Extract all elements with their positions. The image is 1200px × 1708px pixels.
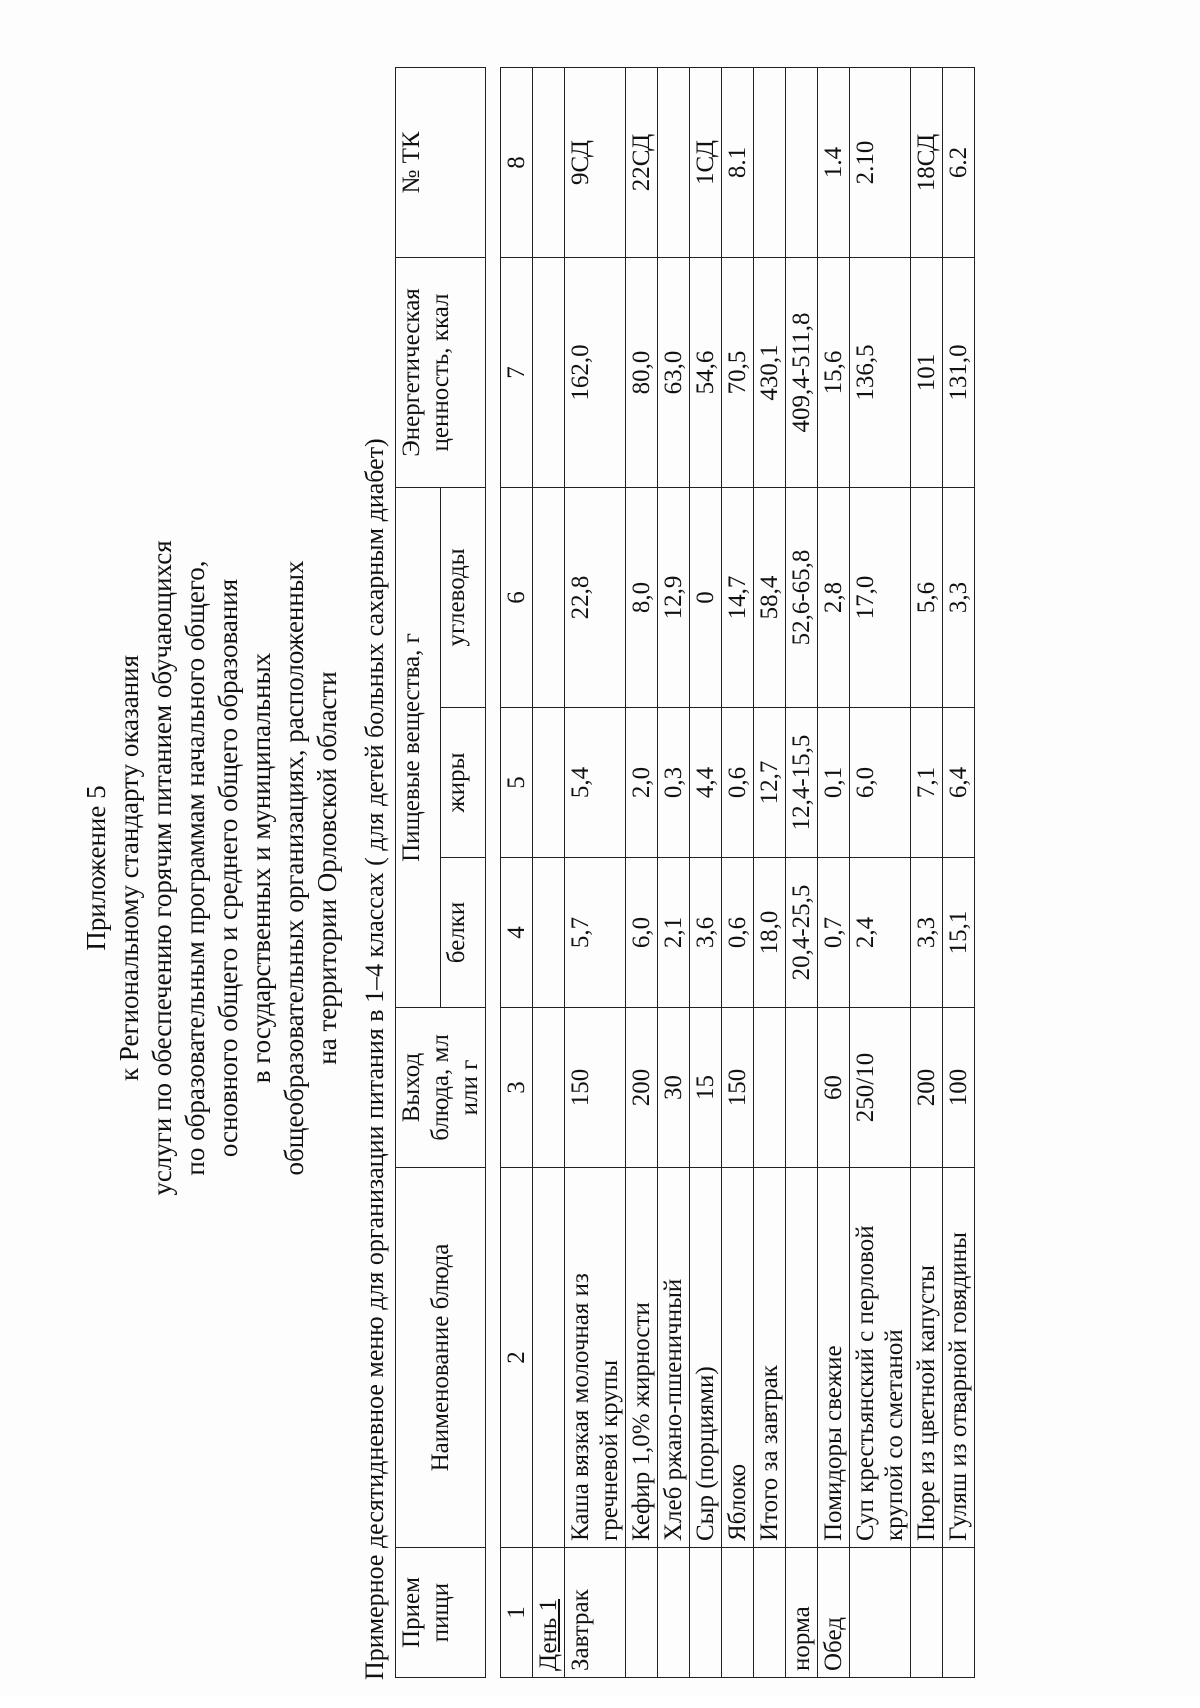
tk-cell: 1.4: [818, 68, 850, 258]
header-line: к Региональному стандарту оказания: [114, 654, 144, 1082]
column-number: 4: [501, 858, 533, 1008]
yield-cell: 100: [943, 1008, 975, 1168]
fat-cell: 0,6: [722, 708, 754, 858]
table-row: [626, 68, 658, 1678]
carbs-cell: 58,4: [754, 488, 786, 708]
dish-cell: Итого за завтрак: [754, 1168, 786, 1548]
tk-cell: 9СД: [565, 68, 626, 258]
column-number: 2: [501, 1168, 533, 1548]
meal-cell: [690, 1548, 722, 1678]
col-carbs-header: углеводы: [441, 487, 486, 707]
table-row: [690, 68, 722, 1678]
column-number-row: [501, 68, 533, 1678]
meal-cell: [754, 1548, 786, 1678]
protein-cell: 15,1: [943, 858, 975, 1008]
menu-table: [500, 67, 975, 1678]
dish-cell: Помидоры свежие: [818, 1168, 850, 1548]
tk-cell: 8.1: [722, 68, 754, 258]
col-tk-header: № ТК: [396, 67, 486, 257]
tk-cell: 1СД: [690, 68, 722, 258]
tk-cell: [658, 68, 690, 258]
col-yield-header: Выход блюда, мл или г: [396, 1008, 486, 1168]
table-row: [722, 68, 754, 1678]
carbs-cell: 3,3: [943, 488, 975, 708]
carbs-cell: 17,0: [850, 488, 911, 708]
energy-cell: 101: [911, 258, 943, 488]
table-row: [911, 68, 943, 1678]
carbs-cell: 0: [690, 488, 722, 708]
carbs-cell: 5,6: [911, 488, 943, 708]
header-line: на территории Орловской области: [312, 671, 342, 1065]
column-number: 3: [501, 1008, 533, 1168]
table-row: [943, 68, 975, 1678]
carbs-cell: 8,0: [626, 488, 658, 708]
table-caption: Примерное десятидневное меню для организации питания в 1–4 классах ( для детей больных сахарным диабет): [360, 438, 389, 1680]
tk-cell: 18СД: [911, 68, 943, 258]
protein-cell: 0,7: [818, 858, 850, 1008]
protein-cell: 2,4: [850, 858, 911, 1008]
table-header: [395, 67, 486, 1678]
meal-cell: Завтрак: [565, 1548, 626, 1678]
protein-cell: 3,3: [911, 858, 943, 1008]
meal-cell: [658, 1548, 690, 1678]
fat-cell: 0,1: [818, 708, 850, 858]
dish-cell: Гуляш из отварной говядины: [943, 1168, 975, 1548]
fat-cell: 7,1: [911, 708, 943, 858]
protein-cell: 20,4-25,5: [786, 858, 818, 1008]
column-number: 6: [501, 488, 533, 708]
meal-cell: Обед: [818, 1548, 850, 1678]
column-number: 7: [501, 258, 533, 488]
dish-cell: [786, 1168, 818, 1548]
energy-cell: 409,4-511,8: [786, 258, 818, 488]
sheet-content: [60, 28, 1110, 1708]
carbs-cell: 12,9: [658, 488, 690, 708]
yield-cell: 15: [690, 1008, 722, 1168]
column-number: 1: [501, 1548, 533, 1678]
day-row: [533, 68, 565, 1678]
yield-cell: [786, 1008, 818, 1168]
yield-cell: 150: [722, 1008, 754, 1168]
appendix-header: [80, 28, 344, 1708]
table-row: [786, 68, 818, 1678]
dish-cell: Пюре из цветной капусты: [911, 1168, 943, 1548]
meal-cell: [943, 1548, 975, 1678]
energy-cell: 430,1: [754, 258, 786, 488]
energy-cell: 63,0: [658, 258, 690, 488]
rotated-sheet: [60, 28, 1110, 1708]
header-line: общеобразовательных организациях, расположенных: [279, 560, 309, 1176]
col-fat-header: жиры: [441, 708, 486, 858]
fat-cell: 6,4: [943, 708, 975, 858]
table-row: [818, 68, 850, 1678]
fat-cell: 2,0: [626, 708, 658, 858]
protein-cell: 18,0: [754, 858, 786, 1008]
tk-cell: 6.2: [943, 68, 975, 258]
dish-cell: Сыр (порциями): [690, 1168, 722, 1548]
col-meal-header: Прием пищи: [396, 1548, 486, 1678]
energy-cell: 15,6: [818, 258, 850, 488]
energy-cell: 54,6: [690, 258, 722, 488]
table-row: [658, 68, 690, 1678]
carbs-cell: 22,8: [565, 488, 626, 708]
header-line: Приложение 5: [81, 785, 111, 951]
protein-cell: 6,0: [626, 858, 658, 1008]
fat-cell: 5,4: [565, 708, 626, 858]
header-line: основного общего и среднего общего образования: [213, 578, 243, 1158]
meal-cell: [626, 1548, 658, 1678]
dish-cell: Каша вязкая молочная из гречневой крупы: [565, 1168, 626, 1548]
yield-cell: 250/10: [850, 1008, 911, 1168]
energy-cell: 162,0: [565, 258, 626, 488]
column-number: 5: [501, 708, 533, 858]
energy-cell: 80,0: [626, 258, 658, 488]
yield-cell: 30: [658, 1008, 690, 1168]
tk-cell: 22СД: [626, 68, 658, 258]
fat-cell: 12,4-15,5: [786, 708, 818, 858]
col-dish-header: Наименование блюда: [396, 1168, 486, 1548]
table-row: [850, 68, 911, 1678]
meal-cell: [722, 1548, 754, 1678]
dish-cell: Суп крестьянский с перловой крупой со сметаной: [850, 1168, 911, 1548]
meal-cell: норма: [786, 1548, 818, 1678]
protein-cell: 3,6: [690, 858, 722, 1008]
energy-cell: 70,5: [722, 258, 754, 488]
tk-cell: 2.10: [850, 68, 911, 258]
dish-cell: Кефир 1,0% жирности: [626, 1168, 658, 1548]
yield-cell: 150: [565, 1008, 626, 1168]
header-line: в государственных и муниципальных: [246, 652, 276, 1084]
day-label: День 1: [533, 1548, 565, 1678]
yield-cell: 60: [818, 1008, 850, 1168]
meal-cell: [911, 1548, 943, 1678]
fat-cell: 4,4: [690, 708, 722, 858]
fat-cell: 12,7: [754, 708, 786, 858]
table-row: [754, 68, 786, 1678]
protein-cell: 2,1: [658, 858, 690, 1008]
carbs-cell: 14,7: [722, 488, 754, 708]
carbs-cell: 52,6-65,8: [786, 488, 818, 708]
table-row: [565, 68, 626, 1678]
col-nutrients-header: Пищевые вещества, г: [396, 487, 441, 1007]
protein-cell: 0,6: [722, 858, 754, 1008]
dish-cell: Яблоко: [722, 1168, 754, 1548]
fat-cell: 0,3: [658, 708, 690, 858]
header-line: по образовательным программам начального общего,: [180, 560, 210, 1176]
yield-cell: 200: [626, 1008, 658, 1168]
header-line: услуги по обеспечению горячим питанием обучающихся: [147, 540, 177, 1196]
col-energy-header: Энергетическая ценность, ккал: [396, 257, 486, 487]
protein-cell: 5,7: [565, 858, 626, 1008]
col-protein-header: белки: [441, 858, 486, 1008]
carbs-cell: 2,8: [818, 488, 850, 708]
meal-cell: [850, 1548, 911, 1678]
yield-cell: [754, 1008, 786, 1168]
column-number: 8: [501, 68, 533, 258]
tk-cell: [754, 68, 786, 258]
tk-cell: [786, 68, 818, 258]
dish-cell: Хлеб ржано-пшеничный: [658, 1168, 690, 1548]
energy-cell: 131,0: [943, 258, 975, 488]
yield-cell: 200: [911, 1008, 943, 1168]
fat-cell: 6,0: [850, 708, 911, 858]
energy-cell: 136,5: [850, 258, 911, 488]
